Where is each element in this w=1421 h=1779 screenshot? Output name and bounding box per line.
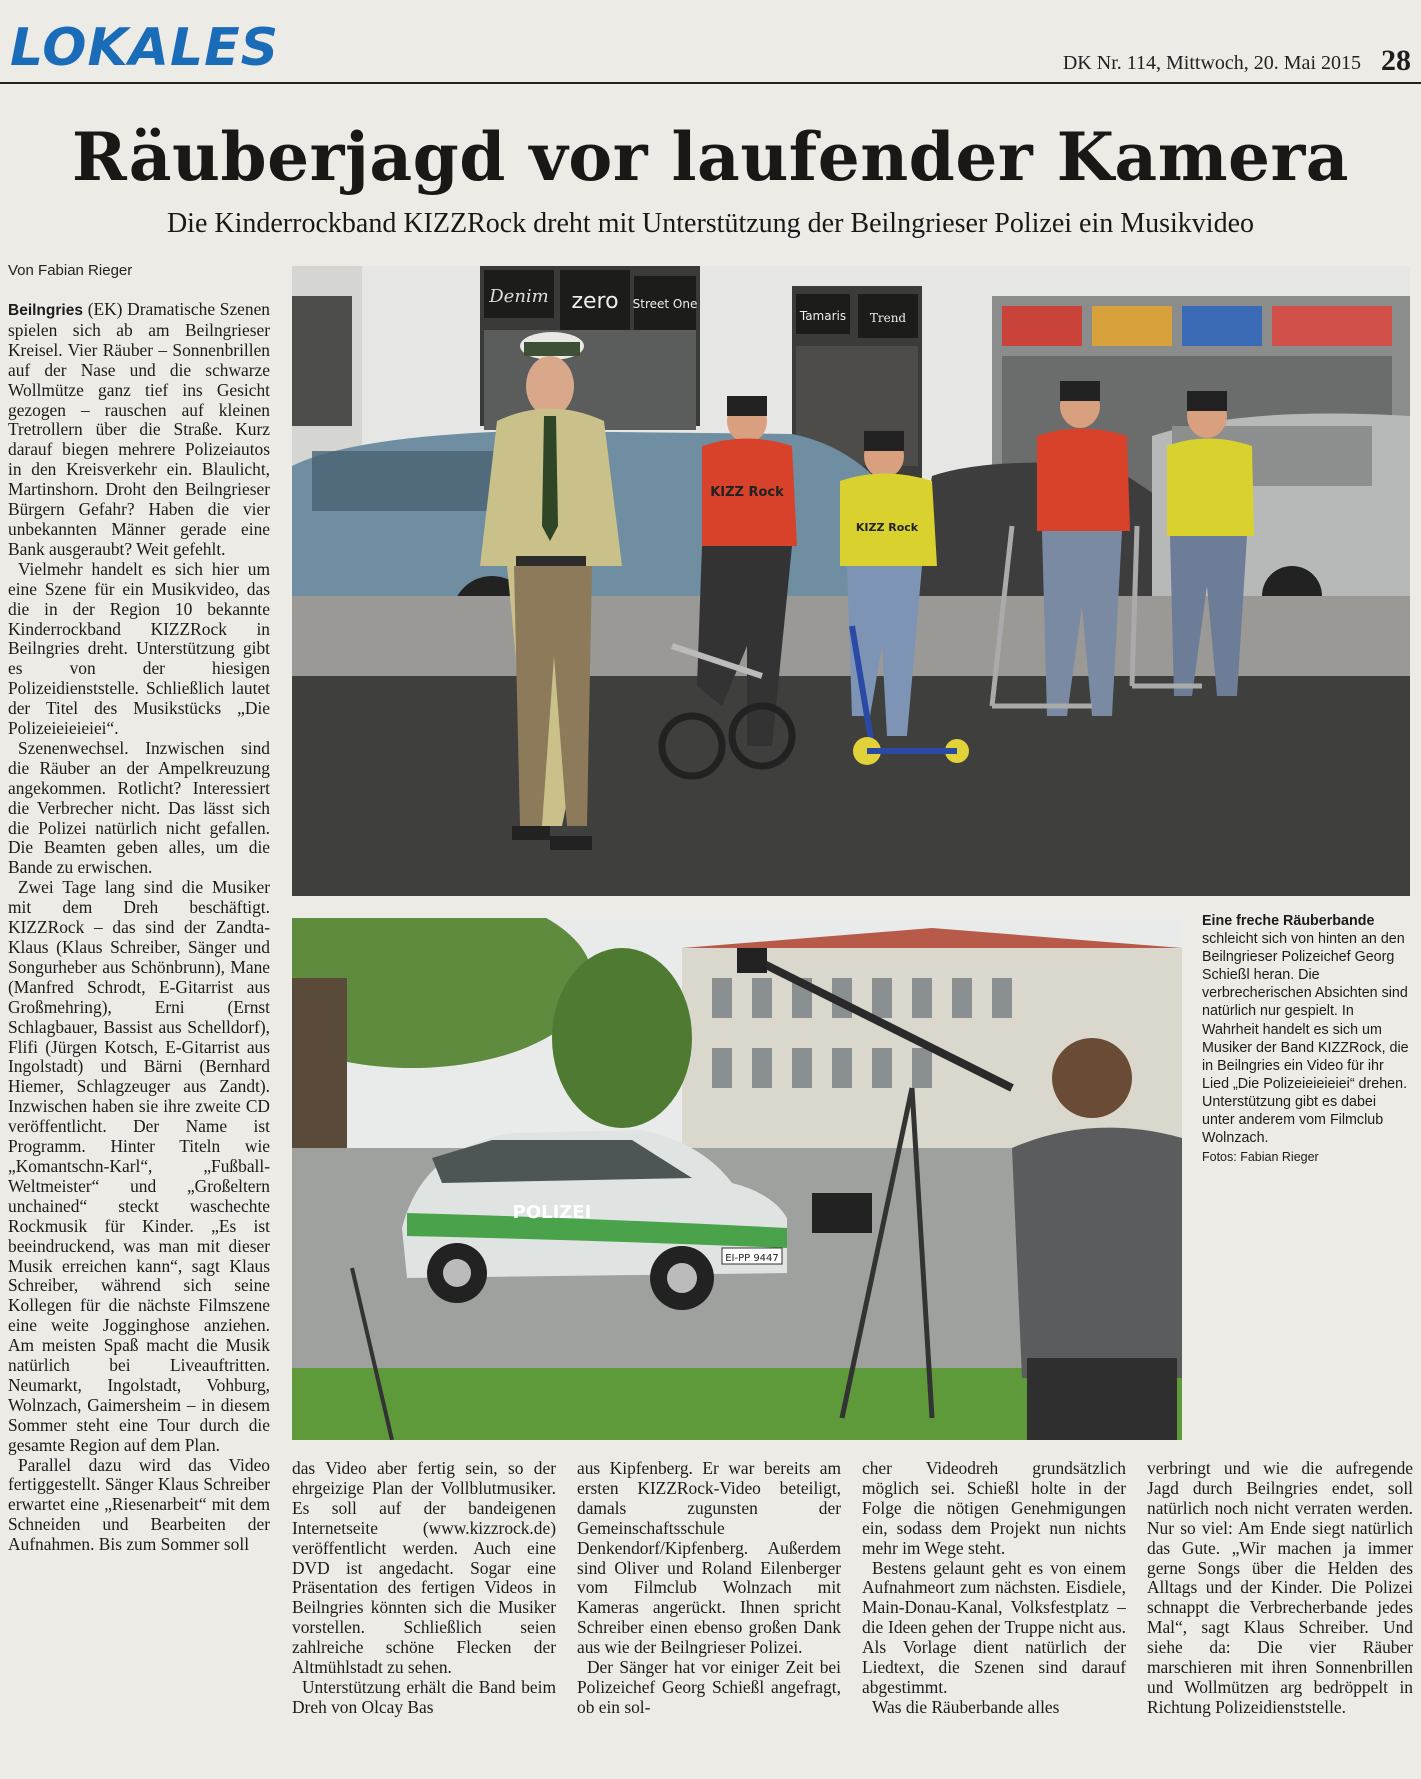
photo-credit: Fotos: Fabian Rieger (1202, 1150, 1319, 1165)
shirt-print: KIZZ Rock (710, 485, 784, 500)
article-column-1 (8, 300, 270, 1775)
paragraph: Beilngries (EK) Dramatische Szenen spielen sich ab am Beilngrieser Kreisel. Vier Räuber – Sonnenbrillen auf der Nase und die schwarze Wollmütze ganz tief ins Gesicht gezogen – rauschen auf kleinen Tretrollern über die Straße. Kurz darauf biegen mehrere Polizeiautos in den Kreisverkehr ein. Blaulicht, Martinshorn. Droht den Beilngrieser Bürgern Gefahr? Haben die vier unbekannten Männer gerade eine Bank ausgeraubt? Weit gefehlt. (8, 300, 270, 559)
photo-robbers-and-policeman (292, 266, 1410, 896)
headline: Räuberjagd vor laufender Kamera (71, 118, 1350, 196)
shop-sign: Trend (869, 311, 907, 325)
shirt-print: KIZZ Rock (855, 521, 919, 534)
paragraph: aus Kipfenberg. Er war bereits am ersten KIZZRock-Video beteiligt, damals zugunsten der Gemeinschaftsschule Denkendorf/Kipfenberg. Außerdem sind Oliver und Roland Eilenberger vom Filmclub Wolnzach mit Kameras angerückt. Ihnen spricht Schreiber einen ebenso großen Dank aus wie der Beilngrieser Polizei. (577, 1459, 841, 1658)
paragraph: Bestens gelaunt geht es von einem Aufnahmeort zum nächsten. Eisdiele, Main-Donau-Kanal, Volksfestplatz – die Ideen gehen der Truppe nicht aus. Als Vorlage dient natürlich der Liedtext, die Szenen sind darauf abgestimmt. (862, 1557, 1126, 1697)
shop-sign: Tamaris (799, 309, 847, 323)
paragraph: cher Videodreh grundsätzlich möglich sei. Schießl holte in der Folge die nötigen Genehmigungen ein, sodass dem Projekt nun nichts mehr im Wege steht. (862, 1459, 1126, 1558)
page-header (0, 0, 1421, 84)
photo-police-car-filming (292, 918, 1182, 1440)
paragraph: Parallel dazu wird das Video fertiggestellt. Sänger Klaus Schreiber erwartet eine „Riesenarbeit“ mit dem Schneiden und Bearbeiten der Aufnahmen. Bis zum Sommer soll (8, 1454, 270, 1555)
paragraph: Szenenwechsel. Inzwischen sind die Räuber an der Ampelkreuzung angekommen. Rotlicht? Interessiert die Verbrecher nicht. Das lässt sich die Polizei natürlich nicht gefallen. Die Beamten geben alles, um die Bande zu erwischen. (8, 737, 270, 878)
paragraph: Unterstützung erhält die Band beim Dreh von Olcay Bas (292, 1676, 556, 1717)
article-column-4 (862, 1459, 1126, 1775)
paragraph: Vielmehr handelt es sich hier um eine Szene für ein Musikvideo, das die in der Region 10 bekannte Kinderrockband KIZZRock in Beilngries dreht. Unterstützung gibt es von der hiesigen Polizeidienststelle. Schließlich lautet der Titel des Musikstücks „Die Polizeieieieiei“. (8, 558, 270, 739)
article-column-3 (577, 1459, 841, 1775)
ressort-title: LOKALES (10, 18, 280, 78)
paragraph: verbringt und wie die aufregende Jagd durch Beilngries endet, soll natürlich noch nicht verraten werden. Nur so viel: Am Ende siegt natürlich das Gute. „Wir machen ja immer gerne Songs über die Helden des Alltags und der Kinder. Die Polizei schnappt die Verbrecherbande jedes Mal“, sagt Klaus Schreiber. Und siehe da: Die vier Räuber marschieren mit ihren Sonnenbrillen und Wollmützen arg bedröppelt in Richtung Polizeidienststelle. (1147, 1459, 1413, 1717)
shop-sign: Denim (489, 286, 549, 307)
dateline: Beilngries (8, 302, 83, 319)
paragraph: das Video aber fertig sein, so der ehrgeizige Plan der Vollblutmusiker. Es soll auf der bandeigenen Internetseite (www.kizzrock.de) veröffentlicht werden. Auch eine DVD ist angedacht. Sogar eine Präsentation des fertigen Videos in Beilngries könnten sich die Musiker vorstellen. Schließlich seien zahlreiche schöne Flecken der Altmühlstadt zu sehen. (292, 1459, 556, 1678)
shop-sign: zero (571, 289, 619, 314)
paragraph: Was die Räuberbande alles (872, 1696, 1060, 1717)
paragraph: Der Sänger hat vor einiger Zeit bei Polizeichef Georg Schießl angefragt, ob ein sol- (577, 1657, 841, 1717)
paragraph: Zwei Tage lang sind die Musiker mit dem Dreh beschäftigt. KIZZRock – das sind der Zandta-Klaus (Klaus Schreiber, Sänger und Songurheber aus Schönbrunn), Mane (Manfred Schrodt, E-Gitarrist aus Großmehring), Erni (Ernst Schlagbauer, Bassist aus Schelldorf), Flifi (Jürgen Kotsch, E-Gitarrist aus Ingolstadt) und Bärni (Bernhard Hiemer, Schlagzeuger aus Zandt). Inzwischen haben sie ihre zweite CD veröffentlicht. Der Name ist Programm. Hinter Titeln wie „Komantschn-Karl“, „Fußball-Weltmeister“ und „Großeltern unchained“ steckt waschechte Rockmusik für Kinder. „Es ist beeindruckend, was man mit dieser Musik erreichen kann“, sagt Klaus Schreiber, während sich seine Kollegen für die nächste Filmszene eine weite Jogginghose anziehen. Am meisten Spaß macht die Musik natürlich bei Liveauftritten. Neumarkt, Ingolstadt, Vohburg, Wolnzach, Gaimersheim – in diesem Sommer steht eine Tour durch die gesamte Region auf dem Plan. (8, 877, 270, 1455)
shop-sign: Street One (632, 297, 698, 311)
article-column-2 (292, 1459, 556, 1775)
byline: Von Fabian Rieger (8, 262, 133, 279)
caption-text: schleicht sich von hinten an den Beilngrieser Polizeichef Georg Schießl heran. Die verbrecherischen Absichten sind natürlich nur gespielt. In Wahrheit handelt es sich um Musiker der Band KIZZRock, die in Beilngries ein Video für ihr Lied „Die Polizeieieieiei“ drehen. Unterstützung gibt es dabei unter anderem vom Filmclub Wolnzach. (1202, 931, 1409, 1147)
photo-caption (1202, 912, 1412, 1166)
caption-lead: Eine freche Räuberbande (1202, 913, 1375, 929)
page-number: 28 (1381, 44, 1411, 77)
subheadline: Die Kinderrockband KIZZRock dreht mit Unterstützung der Beilngrieser Polizei ein Musikvideo (166, 208, 1255, 239)
license-plate: EI-PP 9447 (725, 1253, 779, 1264)
article-column-5 (1147, 1459, 1413, 1775)
issue-info: DK Nr. 114, Mittwoch, 20. Mai 2015 (1062, 52, 1361, 74)
police-car-lettering: POLIZEI (512, 1202, 592, 1223)
